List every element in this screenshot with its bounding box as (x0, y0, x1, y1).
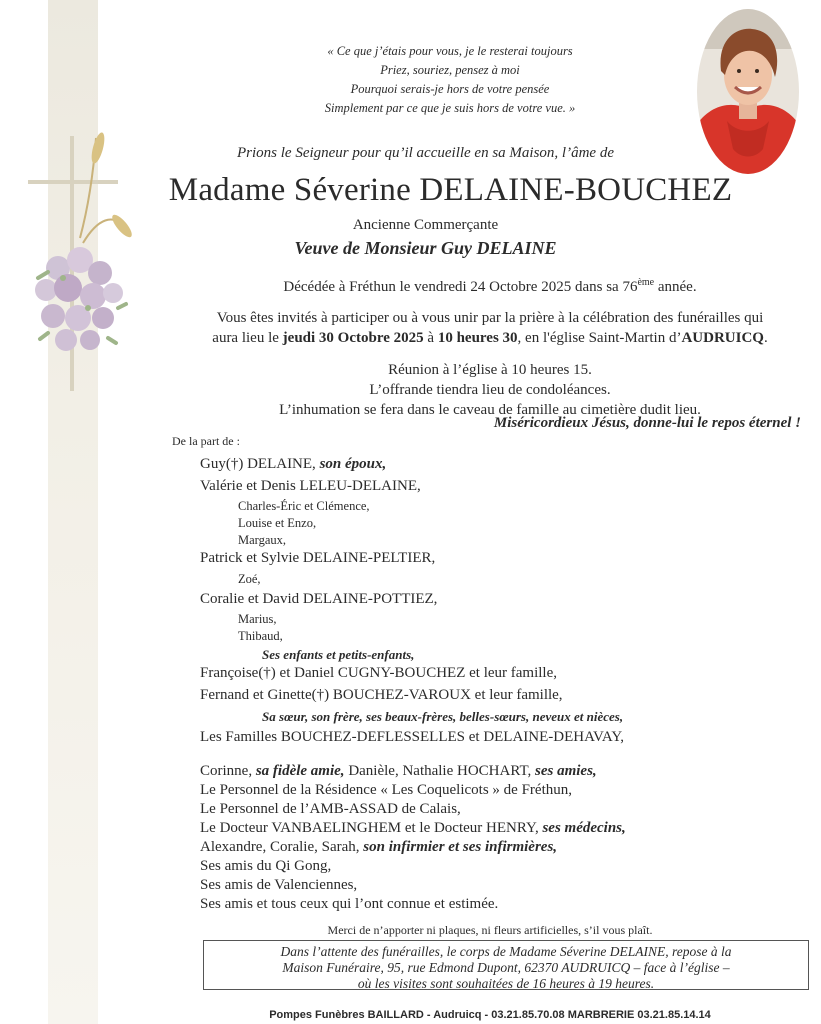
friends-line: Ses amis du Qi Gong, (200, 858, 332, 874)
family-line: Valérie et Denis LELEU-DELAINE, (200, 478, 421, 494)
death-notice: Décédée à Fréthun le vendredi 24 Octobre 2025 dans sa 76ème année. (283, 277, 697, 295)
funeral-invitation: Vous êtes invités à participer ou à vous unir par la prière à la célébration des funérailles qui aura lieu le jeudi 30 Octobre 2025 à 10 heures 30, en l'église Saint-Martin d’AUDRUICQ. (212, 310, 768, 346)
friends-line: Ses amis et tous ceux qui l’ont connue et estimée. (200, 896, 499, 912)
flowers-note: Merci de n’apporter ni plaques, ni fleurs artificielles, s’il vous plaît. (327, 923, 653, 937)
poem-line: Priez, souriez, pensez à moi (380, 63, 520, 77)
friends-line: Alexandre, Coralie, Sarah, son infirmier et ses infirmières, (200, 839, 558, 855)
grandchild-line: Marius, (238, 612, 277, 626)
poem (240, 42, 660, 118)
deceased-occupation: Ancienne Commerçante (352, 217, 499, 233)
from-label: De la part de : (172, 434, 240, 448)
grandchild-line: Louise et Enzo, (238, 516, 317, 530)
family-line: Guy(†) DELAINE, son époux, (200, 456, 387, 472)
poem-line: Pourquoi serais-je hors de votre pensée (350, 82, 550, 96)
widow-of: Veuve de Monsieur Guy DELAINE (294, 238, 557, 258)
deceased-name: Madame Séverine DELAINE-BOUCHEZ (168, 172, 733, 208)
footer-contacts: Pompes Funèbres BAILLARD - Audruicq - 03.21.85.70.08 MARBRERIE 03.21.85.14.14 (269, 1009, 711, 1021)
poem-line: Simplement par ce que je suis hors de votre vue. » (324, 101, 576, 115)
grandchild-line: Charles-Éric et Clémence, (238, 499, 370, 513)
family-role: Ses enfants et petits-enfants, (262, 647, 415, 662)
family-line: Les Familles BOUCHEZ-DEFLESSELLES et DELAINE-DEHAVAY, (200, 729, 625, 745)
family-line: Patrick et Sylvie DELAINE-PELTIER, (200, 550, 436, 566)
funeral-home-box: Dans l’attente des funérailles, le corps de Madame Séverine DELAINE, repose à la Maison Funéraire, 95, rue Edmond Dupont, 62370 AUDRUICQ – face à l’église – où les visites sont souhaitées de 16 heures à 19 heures. (203, 940, 809, 990)
friends-line: Ses amis de Valenciennes, (200, 877, 358, 893)
family-line: Fernand et Ginette(†) BOUCHEZ-VAROUX et leur famille, (200, 687, 563, 703)
family-line: Coralie et David DELAINE-POTTIEZ, (200, 591, 438, 607)
poem-line: « Ce que j’étais pour vous, je le resterai toujours (327, 44, 573, 58)
intro-prayer: Prions le Seigneur pour qu’il accueille en sa Maison, l’âme de (236, 145, 614, 161)
family-role: Sa sœur, son frère, ses beaux-frères, belles-sœurs, neveux et nièces, (262, 709, 624, 724)
friends-line: Le Personnel de la Résidence « Les Coquelicots » de Fréthun, (200, 782, 572, 798)
grandchild-line: Thibaud, (238, 629, 283, 643)
family-line: Françoise(†) et Daniel CUGNY-BOUCHEZ et leur famille, (200, 665, 557, 681)
grandchild-line: Margaux, (238, 533, 287, 547)
grandchild-line: Zoé, (238, 572, 261, 586)
friends-line: Corinne, sa fidèle amie, Danièle, Nathalie HOCHART, ses amies, (200, 763, 597, 779)
friends-line: Le Personnel de l’AMB-ASSAD de Calais, (200, 801, 461, 817)
friends-line: Le Docteur VANBAELINGHEM et le Docteur HENRY, ses médecins, (200, 820, 626, 836)
ceremony-details: Réunion à l’église à 10 heures 15. L’offrande tiendra lieu de condoléances. L’inhumation se fera dans le caveau de famille au cimetière dudit lieu. (279, 362, 701, 418)
closing-prayer: Miséricordieux Jésus, donne-lui le repos éternel ! (493, 415, 801, 431)
